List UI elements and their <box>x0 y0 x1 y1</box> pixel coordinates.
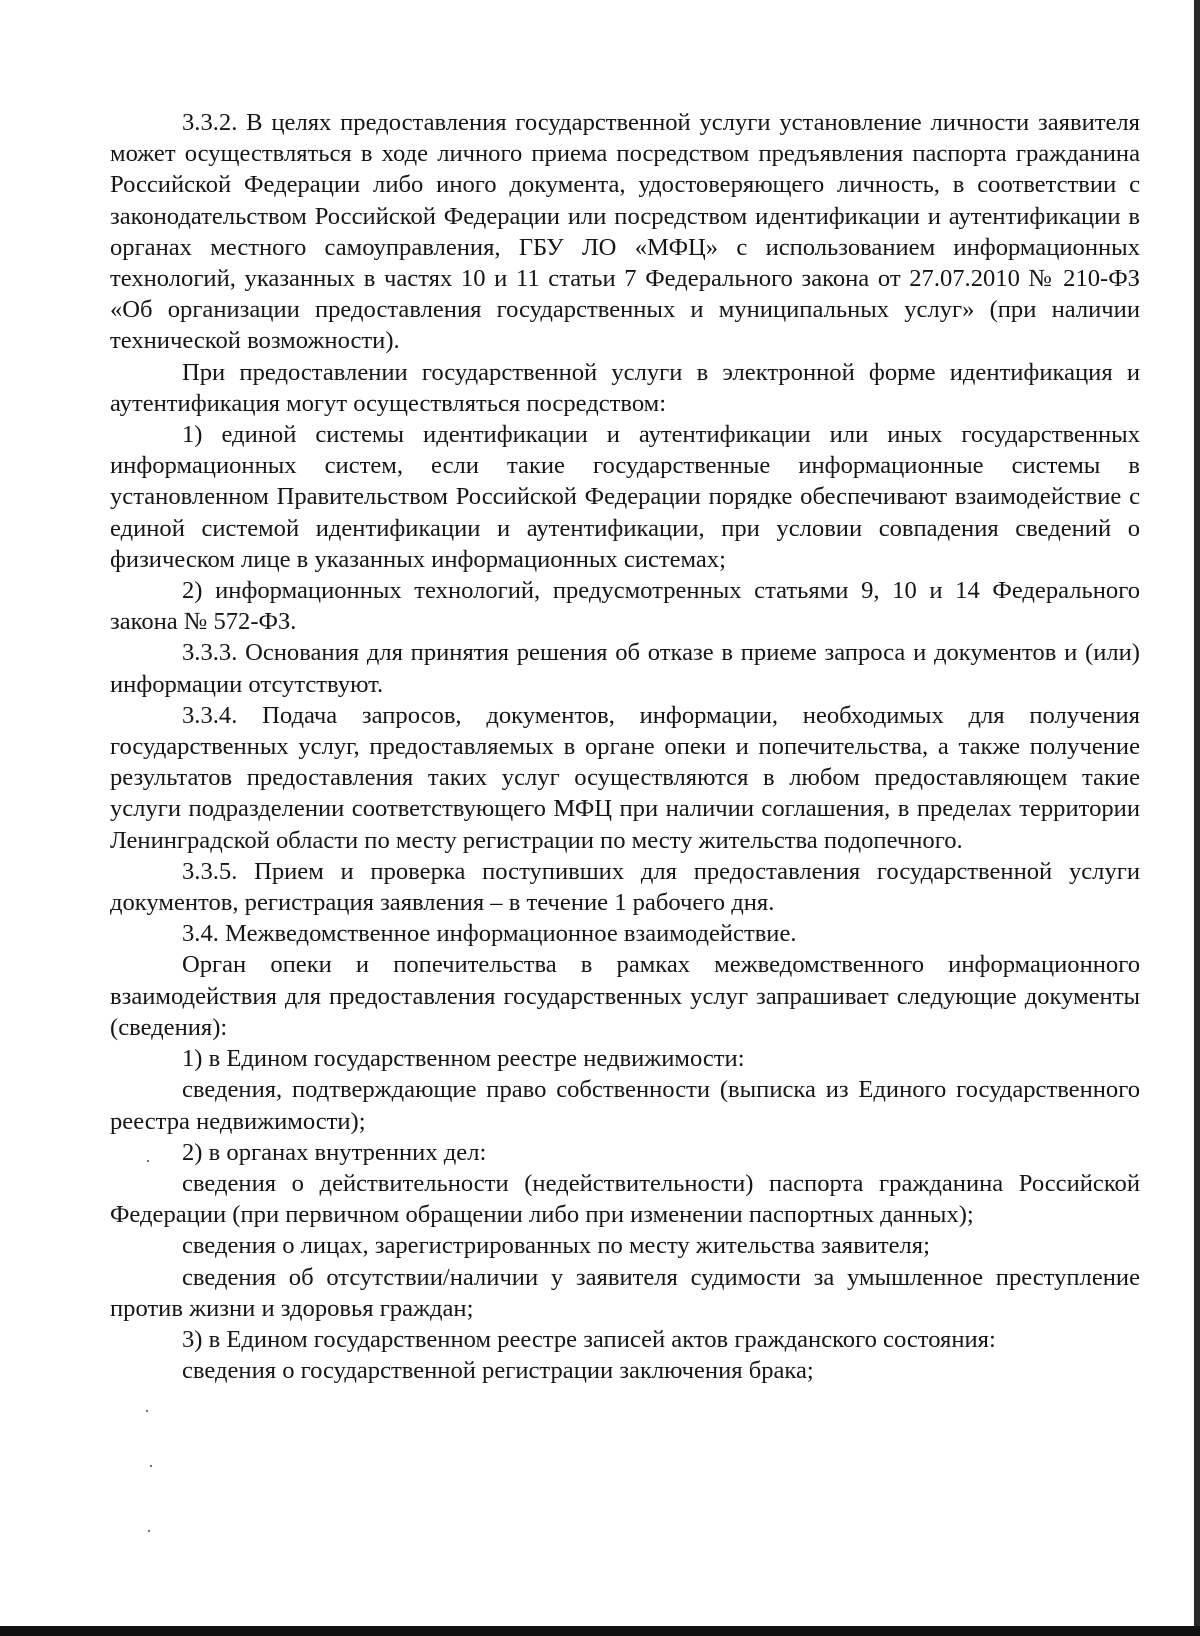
paragraph-guardianship-requests: Орган опеки и попечительства в рамках межведомственного информационного взаимодействия для предоставления государственных услуг запрашивает следующие документы (сведения): <box>110 951 1140 1041</box>
scan-speck <box>150 1465 152 1467</box>
list-item-1-esia: 1) единой системы идентификации и аутентификации или иных государственных информационных систем, если такие государственные информационные системы в установленном Правительством Российской Федерации порядке обеспечивают взаимодействие с единой системой идентификации и аутентификации, при условии совпадения сведений о физическом лице в указанных информационных системах; <box>110 421 1140 573</box>
list-item-zags-registry: 3) в Едином государственном реестре записей актов гражданского состояния: <box>182 1325 996 1353</box>
scan-speck <box>148 1530 150 1532</box>
scan-edge-right <box>1194 0 1200 1636</box>
paragraph-electronic-identification: При предоставлении государственной услуги в электронной форме идентификация и аутентификация могут осуществляться посредством: <box>110 358 1140 417</box>
paragraph-3-3-3: 3.3.3. Основания для принятия решения об отказе в приеме запроса и документов и (или) информации отсутствуют. <box>110 639 1140 698</box>
list-item-internal-affairs: 2) в органах внутренних дел: <box>182 1138 487 1166</box>
list-item-egrn: 1) в Едином государственном реестре недвижимости: <box>182 1045 745 1073</box>
sub-item-marriage-registration: сведения о государственной регистрации заключения брака; <box>182 1357 814 1385</box>
sub-item-criminal-record: сведения об отсутствии/наличии у заявителя судимости за умышленное преступление против жизни и здоровья граждан; <box>110 1263 1140 1322</box>
sub-item-ownership: сведения, подтверждающие право собственности (выписка из Единого государственного реестра недвижимости); <box>110 1076 1140 1135</box>
sub-item-registered-persons: сведения о лицах, зарегистрированных по месту жительства заявителя; <box>182 1232 930 1260</box>
paragraph-3-3-2: 3.3.2. В целях предоставления государственной услуги установление личности заявителя может осуществляться в ходе личного приема посредством предъявления паспорта гражданина Российской Федерации либо иного документа, удостоверяющего личность, в соответствии с законодательством Российской Федерации или посредством идентификации и аутентификации в органах местного самоуправления, ГБУ ЛО «МФЦ» с использованием информационных технологий, указанных в частях 10 и 11 статьи 7 Федерального закона от 27.07.2010 № 210-ФЗ «Об организации предоставления государственных и муниципальных услуг» (при наличии технической возможности). <box>110 109 1140 355</box>
document-body <box>110 107 1140 1386</box>
paragraph-3-4: 3.4. Межведомственное информационное взаимодействие. <box>182 920 797 948</box>
paragraph-3-3-4: 3.3.4. Подача запросов, документов, информации, необходимых для получения государственных услуг, предоставляемых в органе опеки и попечительства, а также получение результатов предоставления таких услуг осуществляются в любом предоставляющем такие услуги подразделении соответствующего МФЦ при наличии соглашения, в пределах территории Ленинградской области по месту регистрации по месту жительства подопечного. <box>110 701 1140 854</box>
sub-item-passport-validity: сведения о действительности (недействительности) паспорта гражданина Российской Федерации (при первичном обращении либо при изменении паспортных данных); <box>110 1169 1140 1229</box>
scan-edge-bottom <box>0 1626 1200 1636</box>
paragraph-3-3-5: 3.3.5. Прием и проверка поступивших для предоставления государственной услуги документов, регистрация заявления – в течение 1 рабочего дня. <box>110 857 1140 917</box>
scan-speck <box>146 1410 148 1412</box>
list-item-2-technologies: 2) информационных технологий, предусмотренных статьями 9, 10 и 14 Федерального закона № 572-ФЗ. <box>110 577 1140 636</box>
